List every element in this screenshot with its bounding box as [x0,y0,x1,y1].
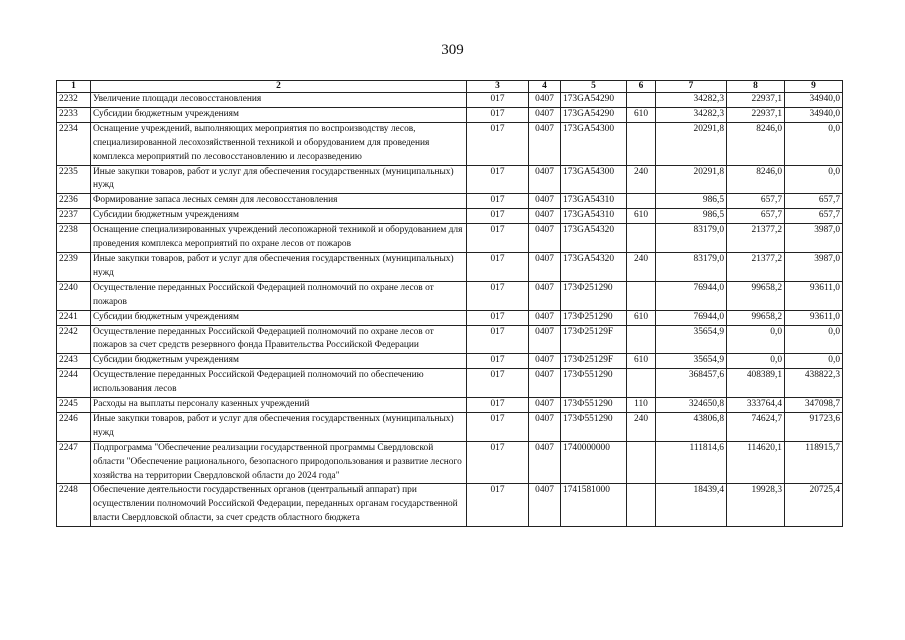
row-code-3: 017 [467,252,529,281]
row-code-6: 610 [627,354,656,369]
row-code-5: 173Ф551290 [561,369,627,398]
row-name: Осуществление переданных Российской Федерацией полномочий по охране лесов от пожаров [91,281,467,310]
row-code-5: 173Ф25129F [561,325,627,354]
row-code-4: 0407 [529,412,561,441]
table-row [57,93,843,108]
row-number: 2236 [57,194,91,209]
row-value-8: 99658,2 [727,310,785,325]
row-code-6: 610 [627,310,656,325]
row-code-4: 0407 [529,484,561,527]
row-name: Оснащение специализированных учреждений лесопожарной техникой и оборудованием для проведения комплекса мероприятий по охране лесов от пожаров [91,224,467,253]
table-row [57,209,843,224]
row-number: 2232 [57,93,91,108]
row-code-4: 0407 [529,252,561,281]
table-row [57,122,843,165]
table-row [57,484,843,527]
row-code-4: 0407 [529,310,561,325]
row-number: 2242 [57,325,91,354]
row-code-5: 173Ф551290 [561,398,627,413]
row-value-8: 22937,1 [727,93,785,108]
row-value-9: 93611,0 [785,310,843,325]
row-value-8: 21377,2 [727,224,785,253]
column-header: 8 [727,81,785,93]
row-code-6 [627,281,656,310]
row-code-3: 017 [467,369,529,398]
table-row [57,194,843,209]
row-code-6 [627,122,656,165]
row-value-7: 324650,8 [656,398,727,413]
row-name: Субсидии бюджетным учреждениям [91,310,467,325]
row-code-5: 173GA54290 [561,107,627,122]
table-row [57,354,843,369]
row-code-6 [627,369,656,398]
row-code-4: 0407 [529,122,561,165]
table-row [57,325,843,354]
row-value-7: 368457,6 [656,369,727,398]
row-name: Обеспечение деятельности государственных органов (центральный аппарат) при осуществлении полномочий Российской Федерации, переданных органам государственной власти Свердловской области, за счет средств областного бюджета [91,484,467,527]
row-value-9: 93611,0 [785,281,843,310]
row-value-8: 333764,4 [727,398,785,413]
row-code-3: 017 [467,441,529,484]
row-code-3: 017 [467,209,529,224]
row-code-4: 0407 [529,441,561,484]
row-code-6: 240 [627,412,656,441]
table-row [57,107,843,122]
row-code-3: 017 [467,354,529,369]
row-code-4: 0407 [529,398,561,413]
row-name: Увеличение площади лесовосстановления [91,93,467,108]
row-name: Субсидии бюджетным учреждениям [91,354,467,369]
column-header: 6 [627,81,656,93]
row-value-9: 0,0 [785,122,843,165]
table-row [57,398,843,413]
row-name: Иные закупки товаров, работ и услуг для обеспечения государственных (муниципальных) нужд [91,165,467,194]
row-name: Расходы на выплаты персоналу казенных учреждений [91,398,467,413]
row-code-6 [627,224,656,253]
row-code-5: 173GA54290 [561,93,627,108]
row-value-8: 22937,1 [727,107,785,122]
row-code-3: 017 [467,165,529,194]
row-code-6 [627,325,656,354]
row-name: Иные закупки товаров, работ и услуг для обеспечения государственных (муниципальных) нужд [91,252,467,281]
row-value-9: 3987,0 [785,224,843,253]
row-value-9: 0,0 [785,325,843,354]
row-value-7: 83179,0 [656,224,727,253]
row-code-4: 0407 [529,369,561,398]
row-value-8: 0,0 [727,325,785,354]
row-value-7: 34282,3 [656,93,727,108]
row-code-6: 610 [627,107,656,122]
row-value-8: 408389,1 [727,369,785,398]
row-code-4: 0407 [529,209,561,224]
row-value-7: 34282,3 [656,107,727,122]
row-code-4: 0407 [529,165,561,194]
row-code-5: 173GA54300 [561,122,627,165]
row-code-3: 017 [467,310,529,325]
row-code-5: 1741581000 [561,484,627,527]
row-code-5: 173GA54320 [561,224,627,253]
row-name: Формирование запаса лесных семян для лесовосстановления [91,194,467,209]
row-code-3: 017 [467,484,529,527]
column-header: 9 [785,81,843,93]
row-value-9: 3987,0 [785,252,843,281]
row-code-6 [627,93,656,108]
row-value-8: 114620,1 [727,441,785,484]
row-value-8: 657,7 [727,194,785,209]
row-value-8: 99658,2 [727,281,785,310]
row-code-6: 110 [627,398,656,413]
page-number: 309 [441,42,464,58]
row-value-9: 118915,7 [785,441,843,484]
row-code-5: 1740000000 [561,441,627,484]
row-name: Осуществление переданных Российской Федерацией полномочий по охране лесов от пожаров за счет средств резервного фонда Правительства Российской Федерации [91,325,467,354]
row-code-3: 017 [467,325,529,354]
row-number: 2235 [57,165,91,194]
column-header: 5 [561,81,627,93]
row-code-4: 0407 [529,93,561,108]
row-number: 2234 [57,122,91,165]
row-value-9: 91723,6 [785,412,843,441]
row-code-6 [627,194,656,209]
row-code-5: 173Ф251290 [561,310,627,325]
row-code-6 [627,441,656,484]
row-code-3: 017 [467,107,529,122]
row-code-4: 0407 [529,281,561,310]
row-number: 2248 [57,484,91,527]
row-code-4: 0407 [529,325,561,354]
row-value-8: 19928,3 [727,484,785,527]
row-number: 2237 [57,209,91,224]
row-value-7: 986,5 [656,194,727,209]
row-value-7: 83179,0 [656,252,727,281]
row-number: 2233 [57,107,91,122]
row-number: 2246 [57,412,91,441]
column-header: 4 [529,81,561,93]
row-number: 2243 [57,354,91,369]
row-number: 2247 [57,441,91,484]
row-code-4: 0407 [529,107,561,122]
row-value-8: 8246,0 [727,165,785,194]
row-code-4: 0407 [529,194,561,209]
row-number: 2238 [57,224,91,253]
row-code-4: 0407 [529,224,561,253]
table-row [57,281,843,310]
row-value-9: 20725,4 [785,484,843,527]
row-code-5: 173GA54320 [561,252,627,281]
table-row [57,224,843,253]
row-code-5: 173GA54300 [561,165,627,194]
row-number: 2241 [57,310,91,325]
row-number: 2245 [57,398,91,413]
row-value-8: 21377,2 [727,252,785,281]
row-value-9: 347098,7 [785,398,843,413]
row-value-7: 111814,6 [656,441,727,484]
table-body [57,93,843,527]
row-number: 2240 [57,281,91,310]
row-value-8: 657,7 [727,209,785,224]
row-code-3: 017 [467,122,529,165]
table-row [57,165,843,194]
row-value-9: 0,0 [785,165,843,194]
row-code-3: 017 [467,224,529,253]
row-value-8: 0,0 [727,354,785,369]
row-code-5: 173GA54310 [561,209,627,224]
row-value-9: 34940,0 [785,93,843,108]
row-code-5: 173Ф551290 [561,412,627,441]
row-code-6: 240 [627,165,656,194]
row-code-6: 240 [627,252,656,281]
row-name: Оснащение учреждений, выполняющих мероприятия по воспроизводству лесов, специализированной лесохозяйственной техникой и оборудованием для проведения комплекса мероприятий по лесовосстановлению и лесоразведению [91,122,467,165]
row-name: Осуществление переданных Российской Федерацией полномочий по обеспечению использования лесов [91,369,467,398]
table-row [57,369,843,398]
row-value-7: 76944,0 [656,281,727,310]
row-value-7: 986,5 [656,209,727,224]
row-number: 2244 [57,369,91,398]
row-name: Подпрограмма "Обеспечение реализации государственной программы Свердловской области "Обеспечение рационального, безопасного природопользования и развитие лесного хозяйства на территории Свердловской области до 2024 года" [91,441,467,484]
column-header: 1 [57,81,91,93]
row-value-7: 35654,9 [656,325,727,354]
row-code-6: 610 [627,209,656,224]
row-code-3: 017 [467,412,529,441]
row-value-7: 35654,9 [656,354,727,369]
row-value-7: 43806,8 [656,412,727,441]
row-code-6 [627,484,656,527]
column-header: 3 [467,81,529,93]
row-value-8: 8246,0 [727,122,785,165]
row-name: Иные закупки товаров, работ и услуг для обеспечения государственных (муниципальных) нужд [91,412,467,441]
row-value-9: 657,7 [785,194,843,209]
row-code-3: 017 [467,194,529,209]
table-header-row [57,81,843,93]
row-value-9: 34940,0 [785,107,843,122]
row-value-7: 76944,0 [656,310,727,325]
row-value-8: 74624,7 [727,412,785,441]
table-row [57,310,843,325]
table-row [57,412,843,441]
column-header: 2 [91,81,467,93]
table-row [57,441,843,484]
budget-table [56,80,843,527]
row-name: Субсидии бюджетным учреждениям [91,107,467,122]
row-value-9: 657,7 [785,209,843,224]
row-name: Субсидии бюджетным учреждениям [91,209,467,224]
row-code-3: 017 [467,93,529,108]
row-number: 2239 [57,252,91,281]
row-value-7: 20291,8 [656,165,727,194]
row-value-9: 0,0 [785,354,843,369]
row-value-7: 18439,4 [656,484,727,527]
row-value-7: 20291,8 [656,122,727,165]
row-code-4: 0407 [529,354,561,369]
row-value-9: 438822,3 [785,369,843,398]
row-code-5: 173Ф251290 [561,281,627,310]
row-code-5: 173Ф25129F [561,354,627,369]
row-code-5: 173GA54310 [561,194,627,209]
row-code-3: 017 [467,281,529,310]
table-row [57,252,843,281]
row-code-3: 017 [467,398,529,413]
column-header: 7 [656,81,727,93]
